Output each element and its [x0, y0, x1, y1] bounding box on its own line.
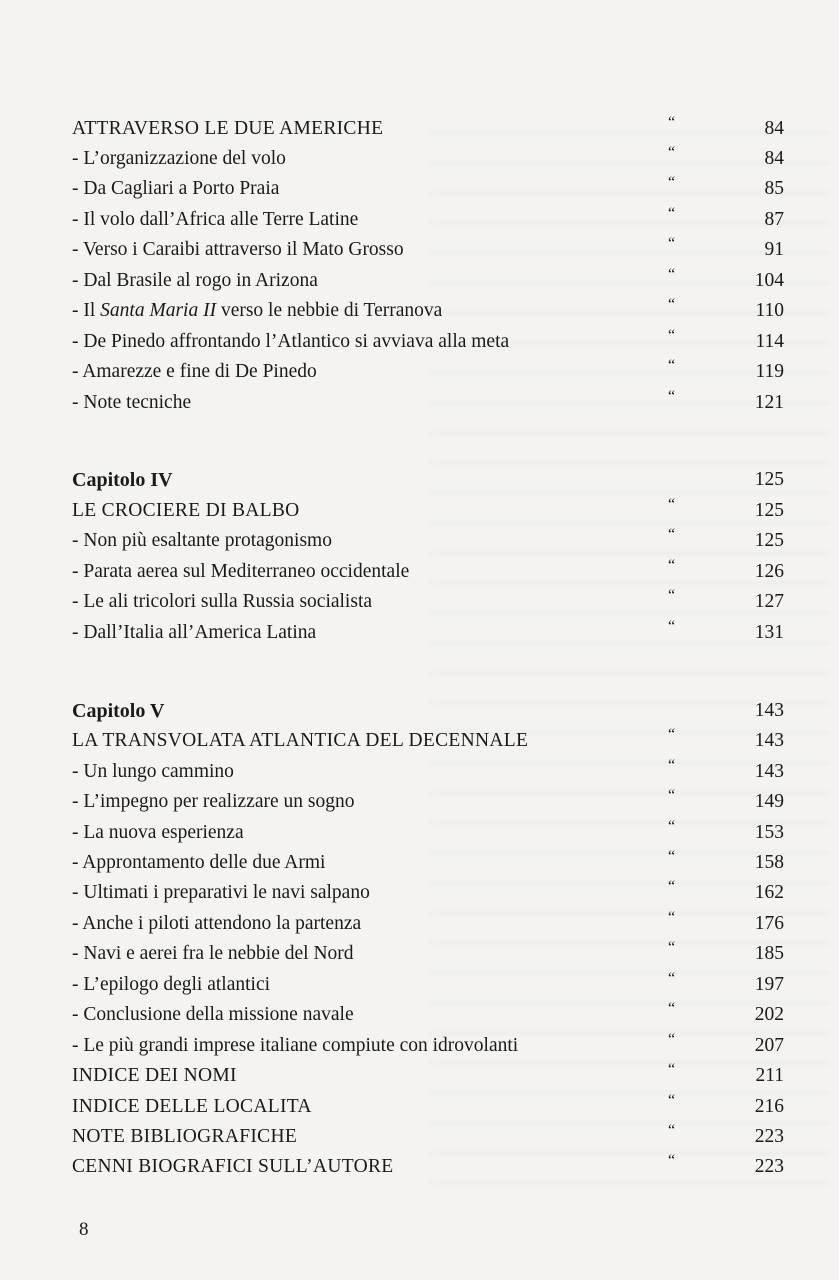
entry-title: - Ultimati i preparativi le navi salpano — [72, 882, 370, 903]
entry-title: ATTRAVERSO LE DUE AMERICHE — [72, 118, 384, 139]
entry-page-number: 216 — [754, 1096, 784, 1117]
entry-title-suffix: verso le nebbie di Terranova — [216, 300, 443, 321]
entry-page-number: 143 — [754, 700, 784, 721]
entry-page-number: 119 — [755, 361, 784, 382]
toc-entry — [72, 526, 784, 556]
ditto-mark: “ — [668, 1092, 676, 1109]
entry-title-prefix: - Il — [72, 300, 101, 321]
entry-title: - Navi e aerei fra le nebbie del Nord — [72, 943, 354, 964]
entry-page-number: 121 — [754, 392, 784, 413]
entry-title: - Da Cagliari a Porto Praia — [72, 178, 280, 199]
toc-entry — [72, 587, 784, 617]
entry-page-number: 114 — [755, 331, 784, 352]
entry-page-number: 84 — [764, 118, 784, 139]
toc-entry — [72, 296, 784, 326]
ditto-mark: “ — [668, 1000, 676, 1017]
ditto-mark: “ — [668, 909, 676, 926]
ditto-mark: “ — [668, 618, 676, 635]
back-matter-entry — [72, 1122, 784, 1152]
entry-title: - Non più esaltante protagonismo — [72, 530, 332, 551]
entry-title: - Le ali tricolori sulla Russia socialista — [72, 591, 373, 612]
toc-entry — [72, 818, 784, 848]
ditto-mark: “ — [668, 1061, 676, 1078]
entry-page-number: 162 — [754, 882, 784, 903]
entry-title: - Dal Brasile al rogo in Arizona — [72, 270, 318, 291]
ditto-mark: “ — [668, 1152, 676, 1169]
ditto-mark: “ — [668, 587, 676, 604]
page-number: 8 — [79, 1219, 89, 1240]
toc-entry — [72, 174, 784, 204]
entry-title: - L’epilogo degli atlantici — [72, 974, 271, 995]
ditto-mark: “ — [668, 970, 676, 987]
entry-page-number: 143 — [754, 761, 784, 782]
entry-page-number: 85 — [764, 178, 784, 199]
ditto-mark: “ — [668, 726, 676, 743]
toc-entry — [72, 939, 784, 969]
entry-title: - Dall’Italia all’America Latina — [72, 622, 317, 643]
entry-page-number: 84 — [764, 148, 784, 169]
toc-entry — [72, 357, 784, 387]
entry-page-number: 158 — [754, 852, 784, 873]
back-matter-entry — [72, 1152, 784, 1182]
chapter-heading — [72, 465, 784, 495]
entry-title: INDICE DEI NOMI — [72, 1065, 237, 1086]
entry-page-number: 185 — [754, 943, 784, 964]
toc-entry — [72, 235, 784, 265]
ditto-mark: “ — [668, 388, 676, 405]
ditto-mark: “ — [668, 235, 676, 252]
entry-title: Capitolo IV — [72, 469, 173, 491]
toc-entry — [72, 1031, 784, 1061]
ditto-mark: “ — [668, 757, 676, 774]
entry-title: - Note tecniche — [72, 392, 192, 413]
entry-title: - Amarezze e fine di De Pinedo — [72, 361, 317, 382]
entry-page-number: 149 — [754, 791, 784, 812]
entry-page-number: 202 — [754, 1004, 784, 1025]
ditto-mark: “ — [668, 357, 676, 374]
entry-page-number: 125 — [754, 469, 784, 490]
back-matter-entry — [72, 1092, 784, 1122]
ditto-mark: “ — [668, 878, 676, 895]
entry-page-number: 131 — [754, 622, 784, 643]
toc-entry — [72, 757, 784, 787]
entry-page-number: 104 — [754, 270, 784, 291]
section-heading — [72, 496, 784, 526]
toc-entry — [72, 1000, 784, 1030]
ditto-mark: “ — [668, 496, 676, 513]
entry-title: - L’organizzazione del volo — [72, 148, 286, 169]
entry-title: - L’impegno per realizzare un sogno — [72, 791, 355, 812]
entry-title: CENNI BIOGRAFICI SULL’AUTORE — [72, 1156, 394, 1177]
entry-page-number: 127 — [754, 591, 784, 612]
ditto-mark: “ — [668, 174, 676, 191]
back-matter-entry — [72, 1061, 784, 1091]
ship-name: Santa Maria II — [100, 300, 217, 321]
ditto-mark: “ — [668, 939, 676, 956]
entry-page-number: 143 — [754, 730, 784, 751]
entry-title: - De Pinedo affrontando l’Atlantico si avviava alla meta — [72, 331, 510, 352]
entry-title: - La nuova esperienza — [72, 822, 244, 843]
entry-page-number: 126 — [754, 561, 784, 582]
section-heading — [72, 114, 784, 144]
section-heading — [72, 726, 784, 756]
toc-entry — [72, 909, 784, 939]
entry-title: - Conclusione della missione navale — [72, 1004, 354, 1025]
ditto-mark: “ — [668, 1031, 676, 1048]
ditto-mark: “ — [668, 144, 676, 161]
ditto-mark: “ — [668, 296, 676, 313]
ditto-mark: “ — [668, 327, 676, 344]
entry-title: - Il volo dall’Africa alle Terre Latine — [72, 209, 359, 230]
entry-title: - Approntamento delle due Armi — [72, 852, 326, 873]
ditto-mark: “ — [668, 1122, 676, 1139]
entry-title: Capitolo V — [72, 700, 165, 722]
ditto-mark: “ — [668, 205, 676, 222]
entry-page-number: 176 — [754, 913, 784, 934]
ditto-mark: “ — [668, 557, 676, 574]
entry-title — [72, 296, 442, 326]
entry-title: - Le più grandi imprese italiane compiute con idrovolanti — [72, 1035, 519, 1056]
entry-page-number: 223 — [754, 1156, 784, 1177]
toc-entry — [72, 266, 784, 296]
ditto-mark: “ — [668, 818, 676, 835]
toc-entry — [72, 144, 784, 174]
entry-title: - Verso i Caraibi attraverso il Mato Grosso — [72, 239, 404, 260]
toc-entry — [72, 327, 784, 357]
toc-entry — [72, 970, 784, 1000]
entry-title: - Un lungo cammino — [72, 761, 234, 782]
entry-page-number: 211 — [755, 1065, 784, 1086]
toc-entry — [72, 557, 784, 587]
entry-title: LE CROCIERE DI BALBO — [72, 500, 300, 521]
entry-page-number: 110 — [755, 300, 784, 321]
entry-title: INDICE DELLE LOCALITA — [72, 1096, 312, 1117]
toc-entry — [72, 618, 784, 648]
entry-page-number: 91 — [764, 239, 784, 260]
toc-entry — [72, 787, 784, 817]
ditto-mark: “ — [668, 848, 676, 865]
entry-page-number: 207 — [754, 1035, 784, 1056]
entry-title: NOTE BIBLIOGRAFICHE — [72, 1126, 298, 1147]
ditto-mark: “ — [668, 266, 676, 283]
toc-entry — [72, 388, 784, 418]
entry-title: - Parata aerea sul Mediterraneo occidentale — [72, 561, 410, 582]
entry-page-number: 197 — [754, 974, 784, 995]
toc-entry — [72, 878, 784, 908]
entry-title: LA TRANSVOLATA ATLANTICA DEL DECENNALE — [72, 730, 529, 751]
ditto-mark: “ — [668, 114, 676, 131]
entry-page-number: 125 — [754, 500, 784, 521]
entry-page-number: 223 — [754, 1126, 784, 1147]
toc-entry — [72, 848, 784, 878]
entry-title: - Anche i piloti attendono la partenza — [72, 913, 362, 934]
entry-page-number: 125 — [754, 530, 784, 551]
chapter-heading — [72, 696, 784, 726]
entry-page-number: 153 — [754, 822, 784, 843]
ditto-mark: “ — [668, 787, 676, 804]
ditto-mark: “ — [668, 526, 676, 543]
toc-entry — [72, 205, 784, 235]
entry-page-number: 87 — [764, 209, 784, 230]
